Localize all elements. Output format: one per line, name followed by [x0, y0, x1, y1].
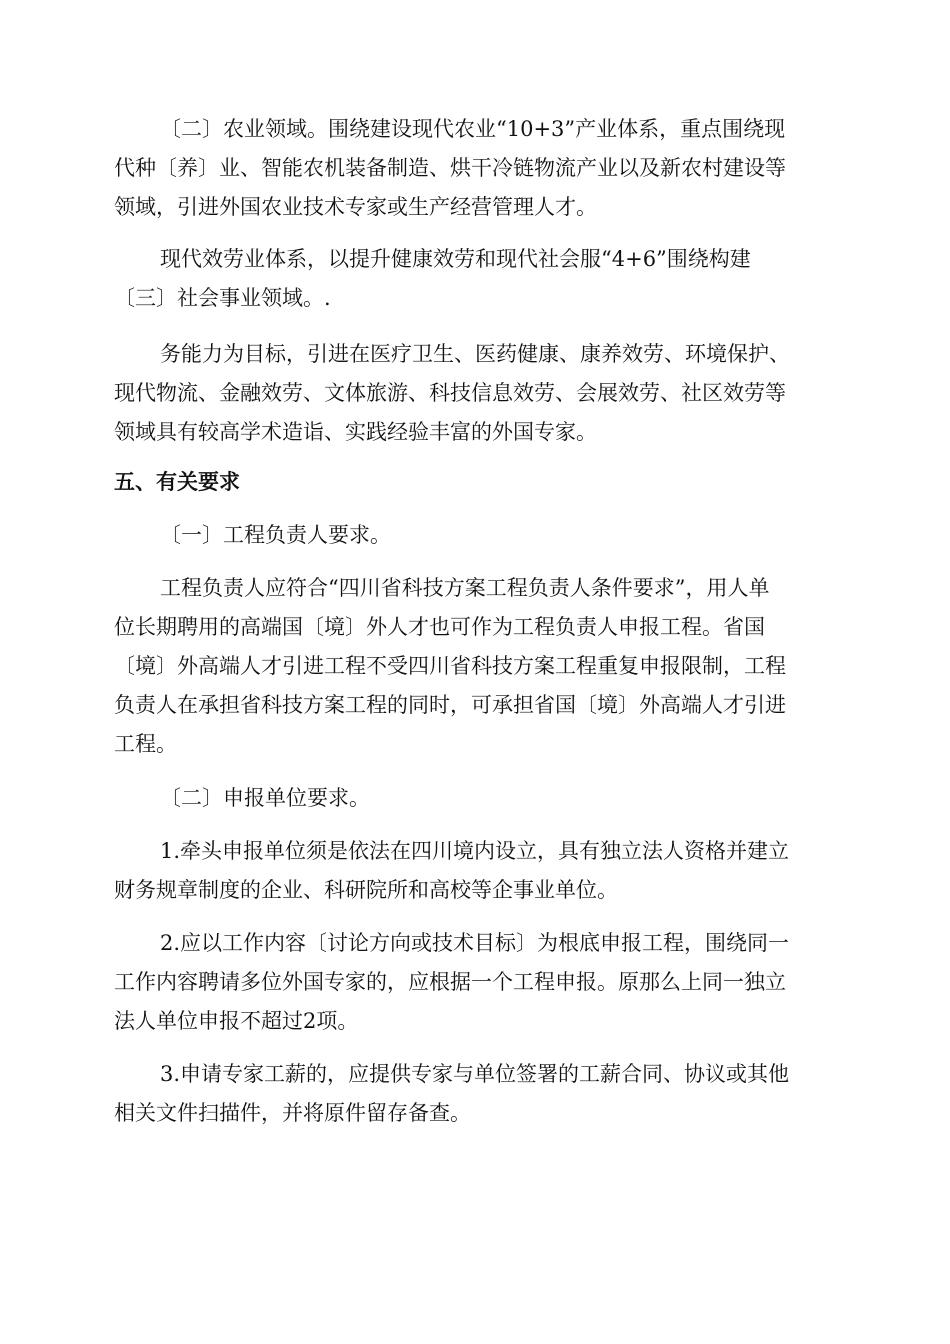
text-line: 现代效劳业体系，以提升健康效劳和现代社会服“4+6”围绕构建: [160, 247, 751, 271]
paragraph-social-affairs: [114, 335, 834, 452]
text-line: 现代物流、金融效劳、文体旅游、科技信息效劳、会展效劳、社区效劳等: [114, 381, 786, 405]
text-line: 3.申请专家工薪的，应提供专家与单位签署的工薪合同、协议或其他: [160, 1062, 790, 1086]
subheading-applicant-unit: [114, 779, 834, 818]
text-line: 〔二〕申报单位要求。: [160, 786, 370, 810]
paragraph-item-3: [114, 1055, 834, 1133]
text-line: 〔二〕农业领域。围绕建设现代农业“10+3”产业体系，重点围绕现: [160, 117, 786, 141]
text-line: 〔三〕社会事业领域。.: [114, 286, 331, 310]
text-line: 法人单位申报不超过2项。: [114, 1009, 359, 1033]
text-line: 领域具有较高学术造诣、实践经验丰富的外国专家。: [114, 420, 597, 444]
text-line: 工作内容聘请多位外国专家的，应根据一个工程申报。原那么上同一独立: [114, 970, 786, 994]
section-heading: 五、有关要求: [114, 470, 240, 494]
text-line: 负责人在承担省科技方案工程的同时，可承担省国〔境〕外高端人才引进: [114, 693, 786, 717]
paragraph-item-1: [114, 832, 834, 910]
paragraph-project-leader: [114, 569, 834, 764]
text-line: 财务规章制度的企业、科研院所和高校等企事业单位。: [114, 878, 618, 902]
subheading-project-leader: [114, 516, 834, 555]
text-line: 1.牵头申报单位须是依法在四川境内设立，具有独立法人资格并建立: [160, 839, 790, 863]
text-line: 工程负责人应符合“四川省科技方案工程负责人条件要求”，用人单: [160, 576, 770, 600]
text-line: 相关文件扫描件，并将原件留存备查。: [114, 1101, 471, 1125]
text-line: 领域，引进外国农业技术专家或生产经营管理人才。: [114, 195, 597, 219]
paragraph-service-system: [114, 240, 834, 318]
text-line: 〔境〕外高端人才引进工程不受四川省科技方案工程重复申报限制，工程: [114, 654, 786, 678]
text-line: 代种〔养〕业、智能农机装备制造、烘干冷链物流产业以及新农村建设等: [114, 156, 786, 180]
paragraph-agriculture: [114, 110, 834, 227]
text-line: 工程。: [114, 732, 177, 756]
text-line: 2.应以工作内容〔讨论方向或技术目标〕为根底申报工程，围绕同一: [160, 931, 790, 955]
paragraph-item-2: [114, 924, 834, 1041]
text-line: 务能力为目标，引进在医疗卫生、医药健康、康养效劳、环境保护、: [160, 342, 790, 366]
text-line: 位长期聘用的高端国〔境〕外人才也可作为工程负责人申报工程。省国: [114, 615, 765, 639]
text-line: 〔一〕工程负责人要求。: [160, 523, 391, 547]
